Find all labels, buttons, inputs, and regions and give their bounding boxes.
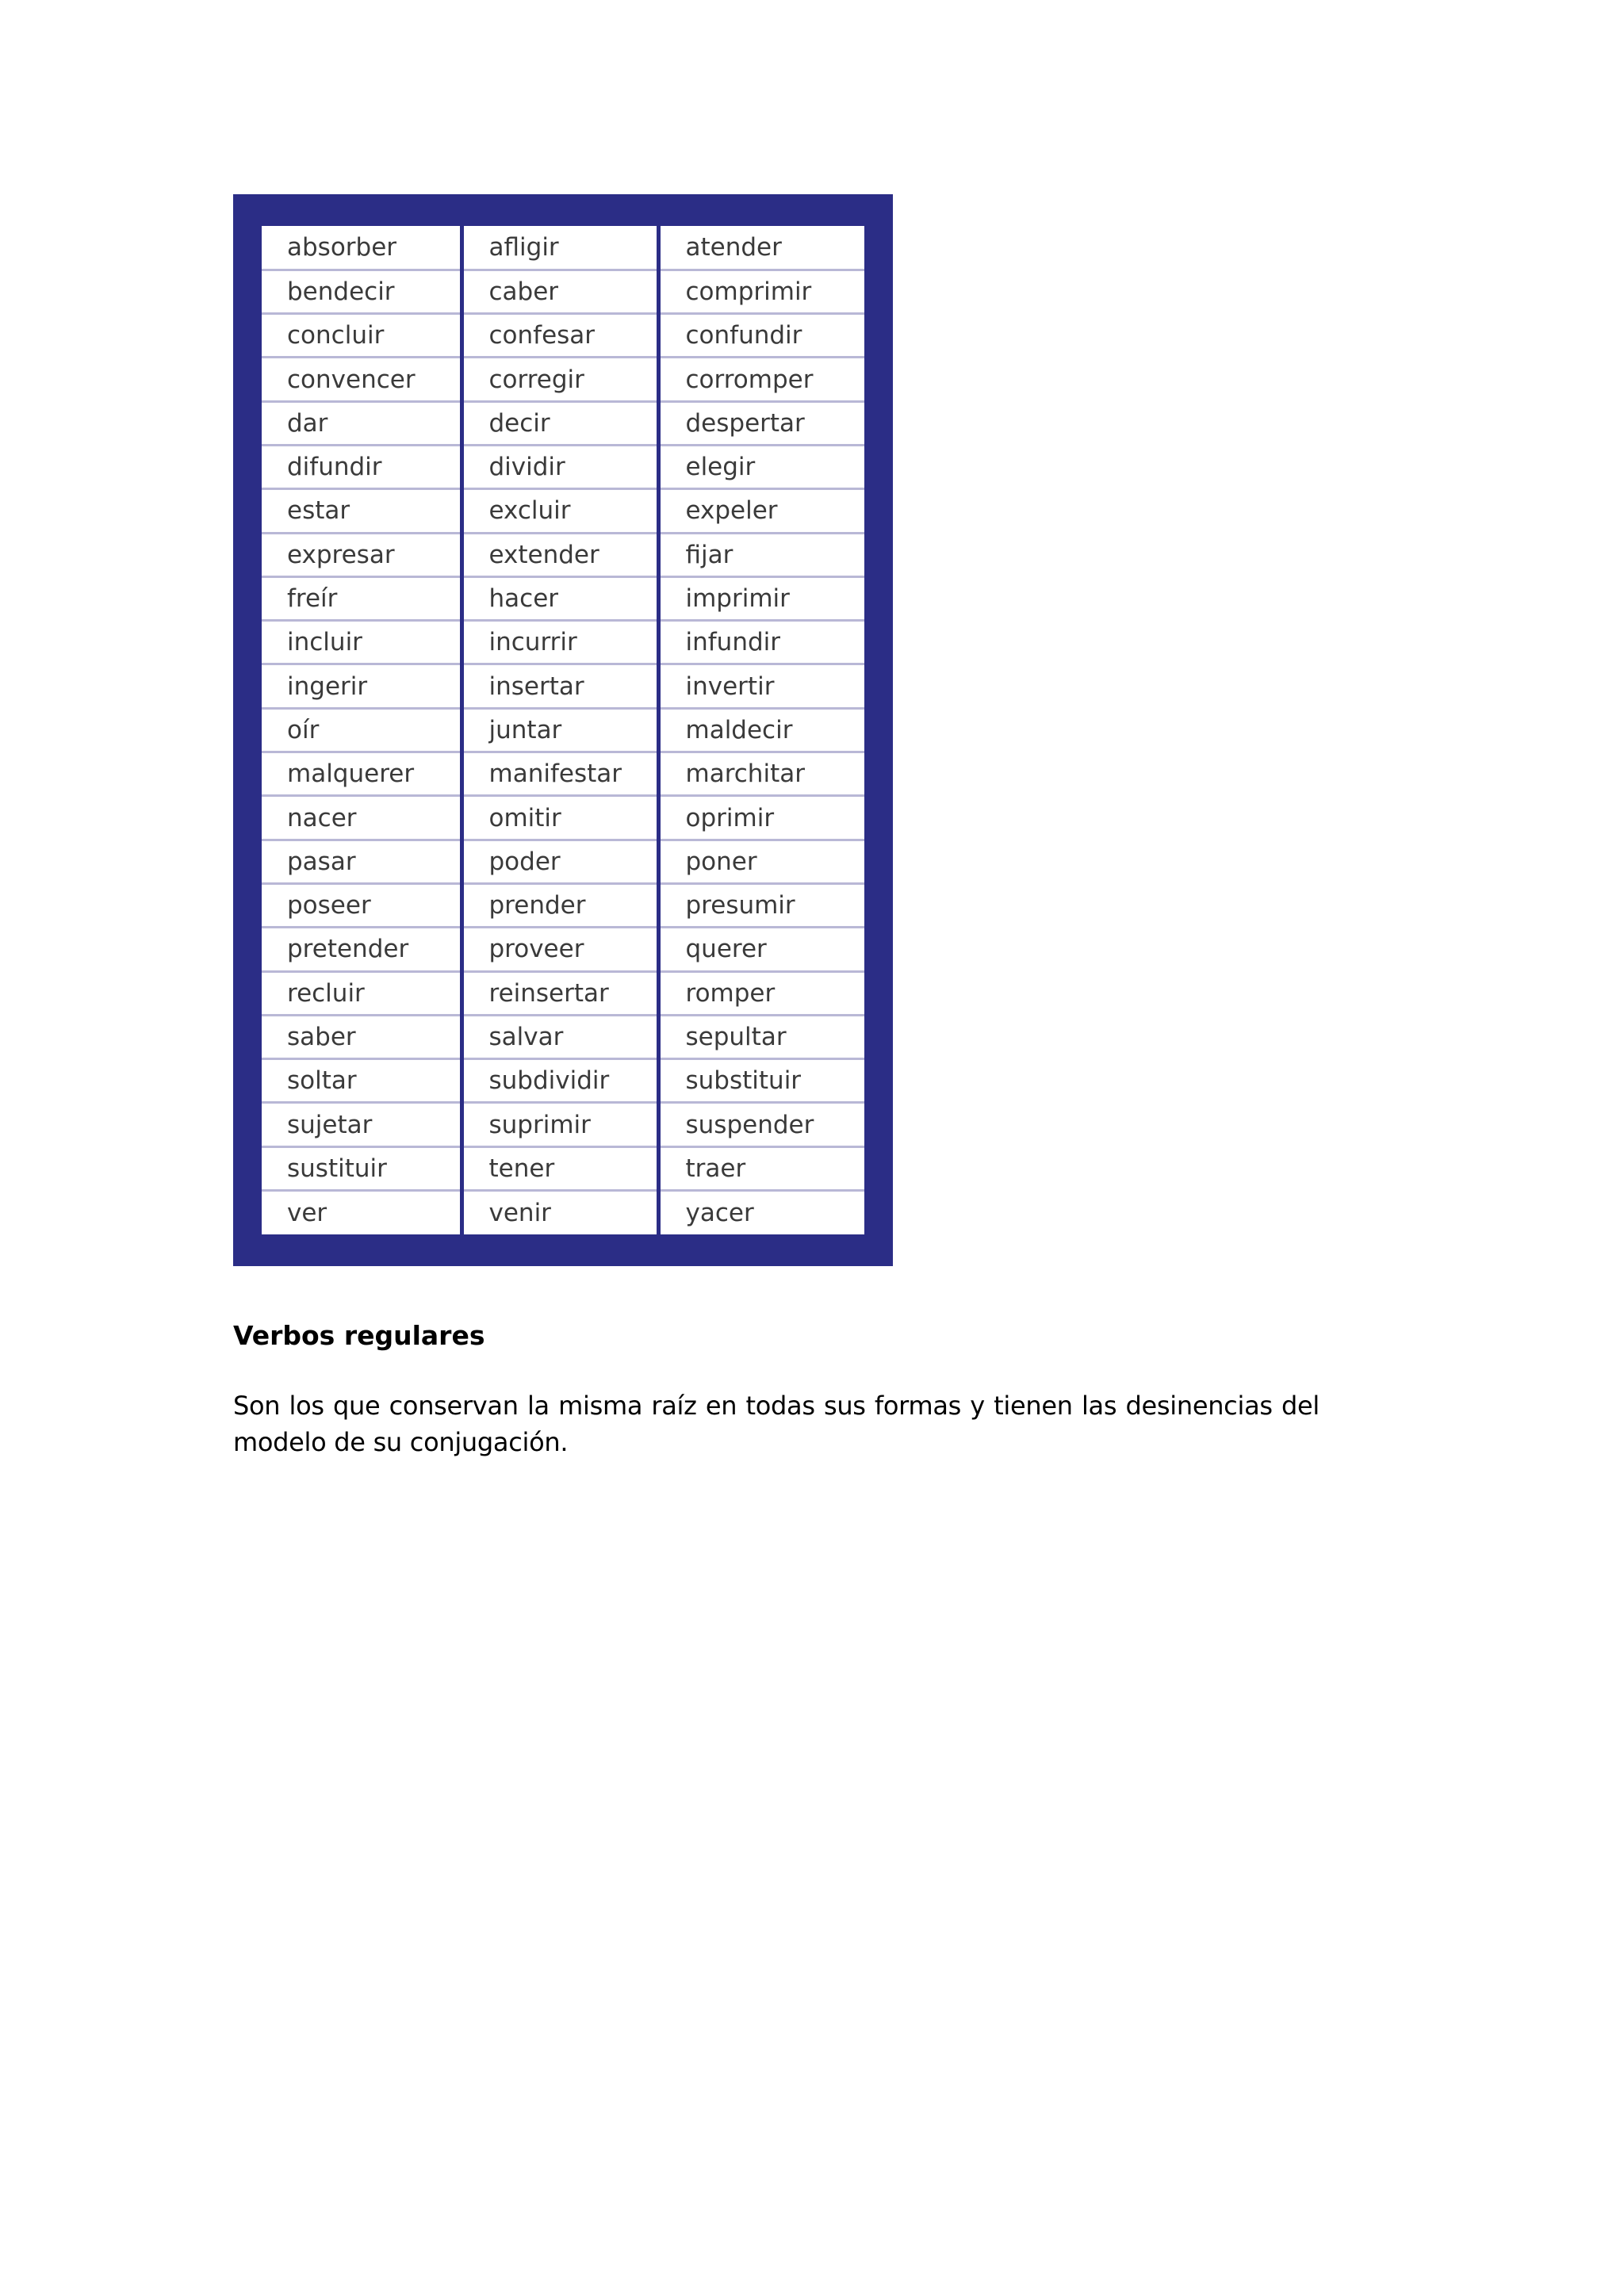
table-row bbox=[262, 971, 864, 1015]
verb-cell: suspender bbox=[658, 1103, 864, 1146]
table-row bbox=[262, 226, 864, 270]
verb-cell: pasar bbox=[262, 840, 462, 883]
section-body: Son los que conservan la misma raíz en todas sus formas y tienen las desinencias del modelo de su conjugación. bbox=[233, 1391, 1320, 1457]
verb-cell: corromper bbox=[658, 358, 864, 401]
verb-cell: yacer bbox=[658, 1191, 864, 1234]
verb-cell: dividir bbox=[462, 445, 658, 488]
verb-cell: sujetar bbox=[262, 1103, 462, 1146]
verb-cell: difundir bbox=[262, 445, 462, 488]
table-row bbox=[262, 840, 864, 883]
verb-cell: oír bbox=[262, 708, 462, 752]
table-row bbox=[262, 883, 864, 927]
verb-cell: decir bbox=[462, 401, 658, 445]
verb-cell: pretender bbox=[262, 928, 462, 971]
verb-cell: elegir bbox=[658, 445, 864, 488]
verb-cell: atender bbox=[658, 226, 864, 270]
verb-cell: extender bbox=[462, 533, 658, 576]
table-row bbox=[262, 1015, 864, 1058]
verb-cell: comprimir bbox=[658, 270, 864, 313]
table-row bbox=[262, 664, 864, 708]
verb-cell: insertar bbox=[462, 664, 658, 708]
verb-cell: despertar bbox=[658, 401, 864, 445]
verb-cell: incurrir bbox=[462, 621, 658, 664]
verb-cell: confesar bbox=[462, 314, 658, 358]
verb-cell: expresar bbox=[262, 533, 462, 576]
verb-cell: infundir bbox=[658, 621, 864, 664]
verb-cell: ver bbox=[287, 1199, 327, 1228]
verb-table bbox=[262, 226, 864, 1234]
verb-cell: incluir bbox=[262, 621, 462, 664]
section-heading: Verbos regulares bbox=[233, 1320, 485, 1351]
table-row bbox=[262, 1191, 864, 1234]
verb-cell: expeler bbox=[658, 489, 864, 533]
verb-cell: corregir bbox=[462, 358, 658, 401]
verb-cell: convencer bbox=[262, 358, 462, 401]
verb-cell: querer bbox=[658, 928, 864, 971]
verb-cell: reinsertar bbox=[462, 971, 658, 1015]
table-row bbox=[262, 358, 864, 401]
verb-cell: sustituir bbox=[262, 1146, 462, 1190]
verb-cell: romper bbox=[658, 971, 864, 1015]
verb-cell: maldecir bbox=[658, 708, 864, 752]
verb-cell: poner bbox=[658, 840, 864, 883]
verb-cell: oprimir bbox=[658, 796, 864, 840]
verb-table-body bbox=[262, 226, 864, 1234]
table-row bbox=[262, 1103, 864, 1146]
table-row bbox=[262, 708, 864, 752]
table-row bbox=[262, 401, 864, 445]
verb-cell: salvar bbox=[462, 1015, 658, 1058]
verb-cell: saber bbox=[262, 1015, 462, 1058]
table-row bbox=[262, 796, 864, 840]
verb-cell: sepultar bbox=[658, 1015, 864, 1058]
table-row bbox=[262, 576, 864, 620]
verb-cell: omitir bbox=[462, 796, 658, 840]
verb-cell: venir bbox=[462, 1191, 658, 1234]
table-row bbox=[262, 1059, 864, 1103]
verb-cell: concluir bbox=[262, 314, 462, 358]
verb-cell: confundir bbox=[658, 314, 864, 358]
verb-cell: caber bbox=[462, 270, 658, 313]
verb-cell: hacer bbox=[462, 576, 658, 620]
verb-cell: ingerir bbox=[262, 664, 462, 708]
table-row bbox=[262, 621, 864, 664]
verb-cell: subdividir bbox=[462, 1059, 658, 1103]
verb-cell: fijar bbox=[658, 533, 864, 576]
verb-cell: manifestar bbox=[462, 752, 658, 796]
verb-cell: bendecir bbox=[262, 270, 462, 313]
table-row bbox=[262, 928, 864, 971]
verb-cell: malquerer bbox=[262, 752, 462, 796]
verb-cell: excluir bbox=[462, 489, 658, 533]
verb-cell: suprimir bbox=[462, 1103, 658, 1146]
verb-cell: juntar bbox=[462, 708, 658, 752]
verb-cell: imprimir bbox=[658, 576, 864, 620]
verb-cell: afligir bbox=[462, 226, 658, 270]
verb-cell: prender bbox=[462, 883, 658, 927]
verb-table-image bbox=[233, 194, 893, 1266]
verb-cell: freír bbox=[262, 576, 462, 620]
verb-cell: poseer bbox=[262, 883, 462, 927]
verb-cell: tener bbox=[462, 1146, 658, 1190]
verb-cell: invertir bbox=[658, 664, 864, 708]
verb-cell: presumir bbox=[658, 883, 864, 927]
table-row bbox=[262, 445, 864, 488]
table-row bbox=[262, 1146, 864, 1190]
verb-cell: substituir bbox=[658, 1059, 864, 1103]
verb-cell: estar bbox=[262, 489, 462, 533]
table-row bbox=[262, 752, 864, 796]
table-row bbox=[262, 489, 864, 533]
verb-cell: proveer bbox=[462, 928, 658, 971]
table-row bbox=[262, 533, 864, 576]
verb-cell: recluir bbox=[262, 971, 462, 1015]
verb-cell: dar bbox=[262, 401, 462, 445]
verb-cell: soltar bbox=[262, 1059, 462, 1103]
verb-cell: nacer bbox=[262, 796, 462, 840]
verb-cell: traer bbox=[658, 1146, 864, 1190]
table-row bbox=[262, 270, 864, 313]
verb-cell: marchitar bbox=[658, 752, 864, 796]
table-row bbox=[262, 314, 864, 358]
verb-cell: poder bbox=[462, 840, 658, 883]
verb-cell: absorber bbox=[262, 226, 462, 270]
